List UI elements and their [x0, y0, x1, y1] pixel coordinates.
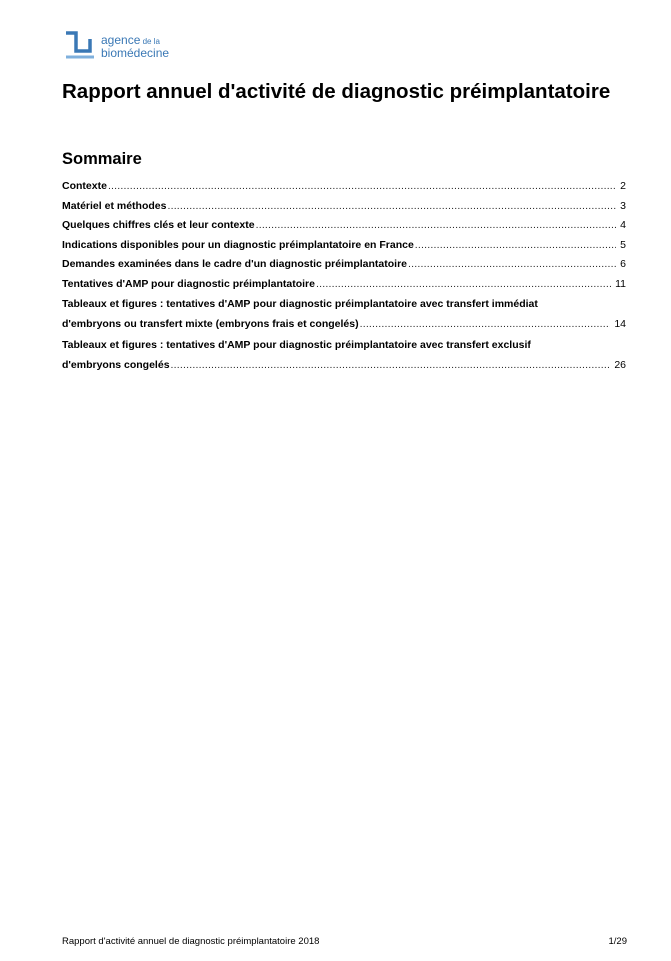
toc-entry-tableaux-transfert-immediat[interactable] [62, 294, 626, 335]
toc-entry-indications[interactable] [62, 236, 626, 256]
toc-page[interactable]: 6 [620, 258, 626, 270]
toc-page[interactable]: 4 [620, 219, 626, 231]
toc-leader [171, 356, 611, 376]
logo-line-1: agence de la [101, 33, 160, 47]
toc-leader [316, 275, 611, 295]
sommaire-heading: Sommaire [62, 150, 142, 168]
toc-label[interactable]: Matériel et méthodes [62, 199, 167, 212]
toc-label-line1[interactable]: Tableaux et figures : tentatives d'AMP pour diagnostic préimplantatoire avec transfert exclusif [62, 338, 531, 351]
toc-page[interactable]: 11 [615, 277, 626, 290]
toc-entry-tentatives[interactable] [62, 275, 626, 295]
toc-leader [415, 236, 616, 256]
toc-page[interactable]: 5 [620, 238, 626, 251]
toc-label-line1[interactable]: Tableaux et figures : tentatives d'AMP pour diagnostic préimplantatoire avec transfert immédiat [62, 298, 538, 310]
agence-biomedecine-logo [64, 30, 204, 64]
toc-label[interactable]: Quelques chiffres clés et leur contexte [62, 219, 255, 231]
toc-label[interactable]: Contexte [62, 180, 107, 192]
toc-page[interactable]: 2 [620, 180, 626, 192]
toc-label[interactable]: Demandes examinées dans le cadre d'un diagnostic préimplantatoire [62, 258, 408, 270]
toc-page[interactable]: 14 [614, 318, 626, 330]
logo-line-2: biomédecine [101, 46, 170, 60]
toc-entry-tableaux-transfert-exclusif[interactable] [62, 335, 626, 376]
footer-document-name: Rapport d'activité annuel de diagnostic préimplantatoire 2018 [62, 936, 320, 947]
toc-leader [108, 177, 616, 197]
toc-label[interactable]: Tentatives d'AMP pour diagnostic préimplantatoire [62, 277, 315, 290]
toc-leader [256, 216, 617, 236]
toc-label-line2[interactable]: d'embryons ou transfert mixte (embryons frais et congelés) [62, 318, 359, 330]
footer-page-number: 1/29 [608, 936, 627, 947]
toc-page[interactable]: 26 [614, 358, 626, 371]
toc-entry-chiffres[interactable] [62, 216, 626, 236]
table-of-contents [62, 177, 626, 375]
toc-label[interactable]: Indications disponibles pour un diagnostic préimplantatoire en France [62, 238, 414, 251]
toc-entry-materiel[interactable] [62, 197, 626, 217]
toc-entry-demandes[interactable] [62, 255, 626, 275]
toc-leader [360, 315, 611, 335]
toc-leader [167, 197, 616, 217]
logo-mark-icon [64, 31, 98, 61]
toc-page[interactable]: 3 [620, 199, 626, 212]
toc-label-line2[interactable]: d'embryons congelés [62, 358, 170, 371]
document-title: Rapport annuel d'activité de diagnostic préimplantatoire [62, 80, 611, 103]
toc-entry-contexte[interactable] [62, 177, 626, 197]
toc-leader [408, 255, 616, 275]
